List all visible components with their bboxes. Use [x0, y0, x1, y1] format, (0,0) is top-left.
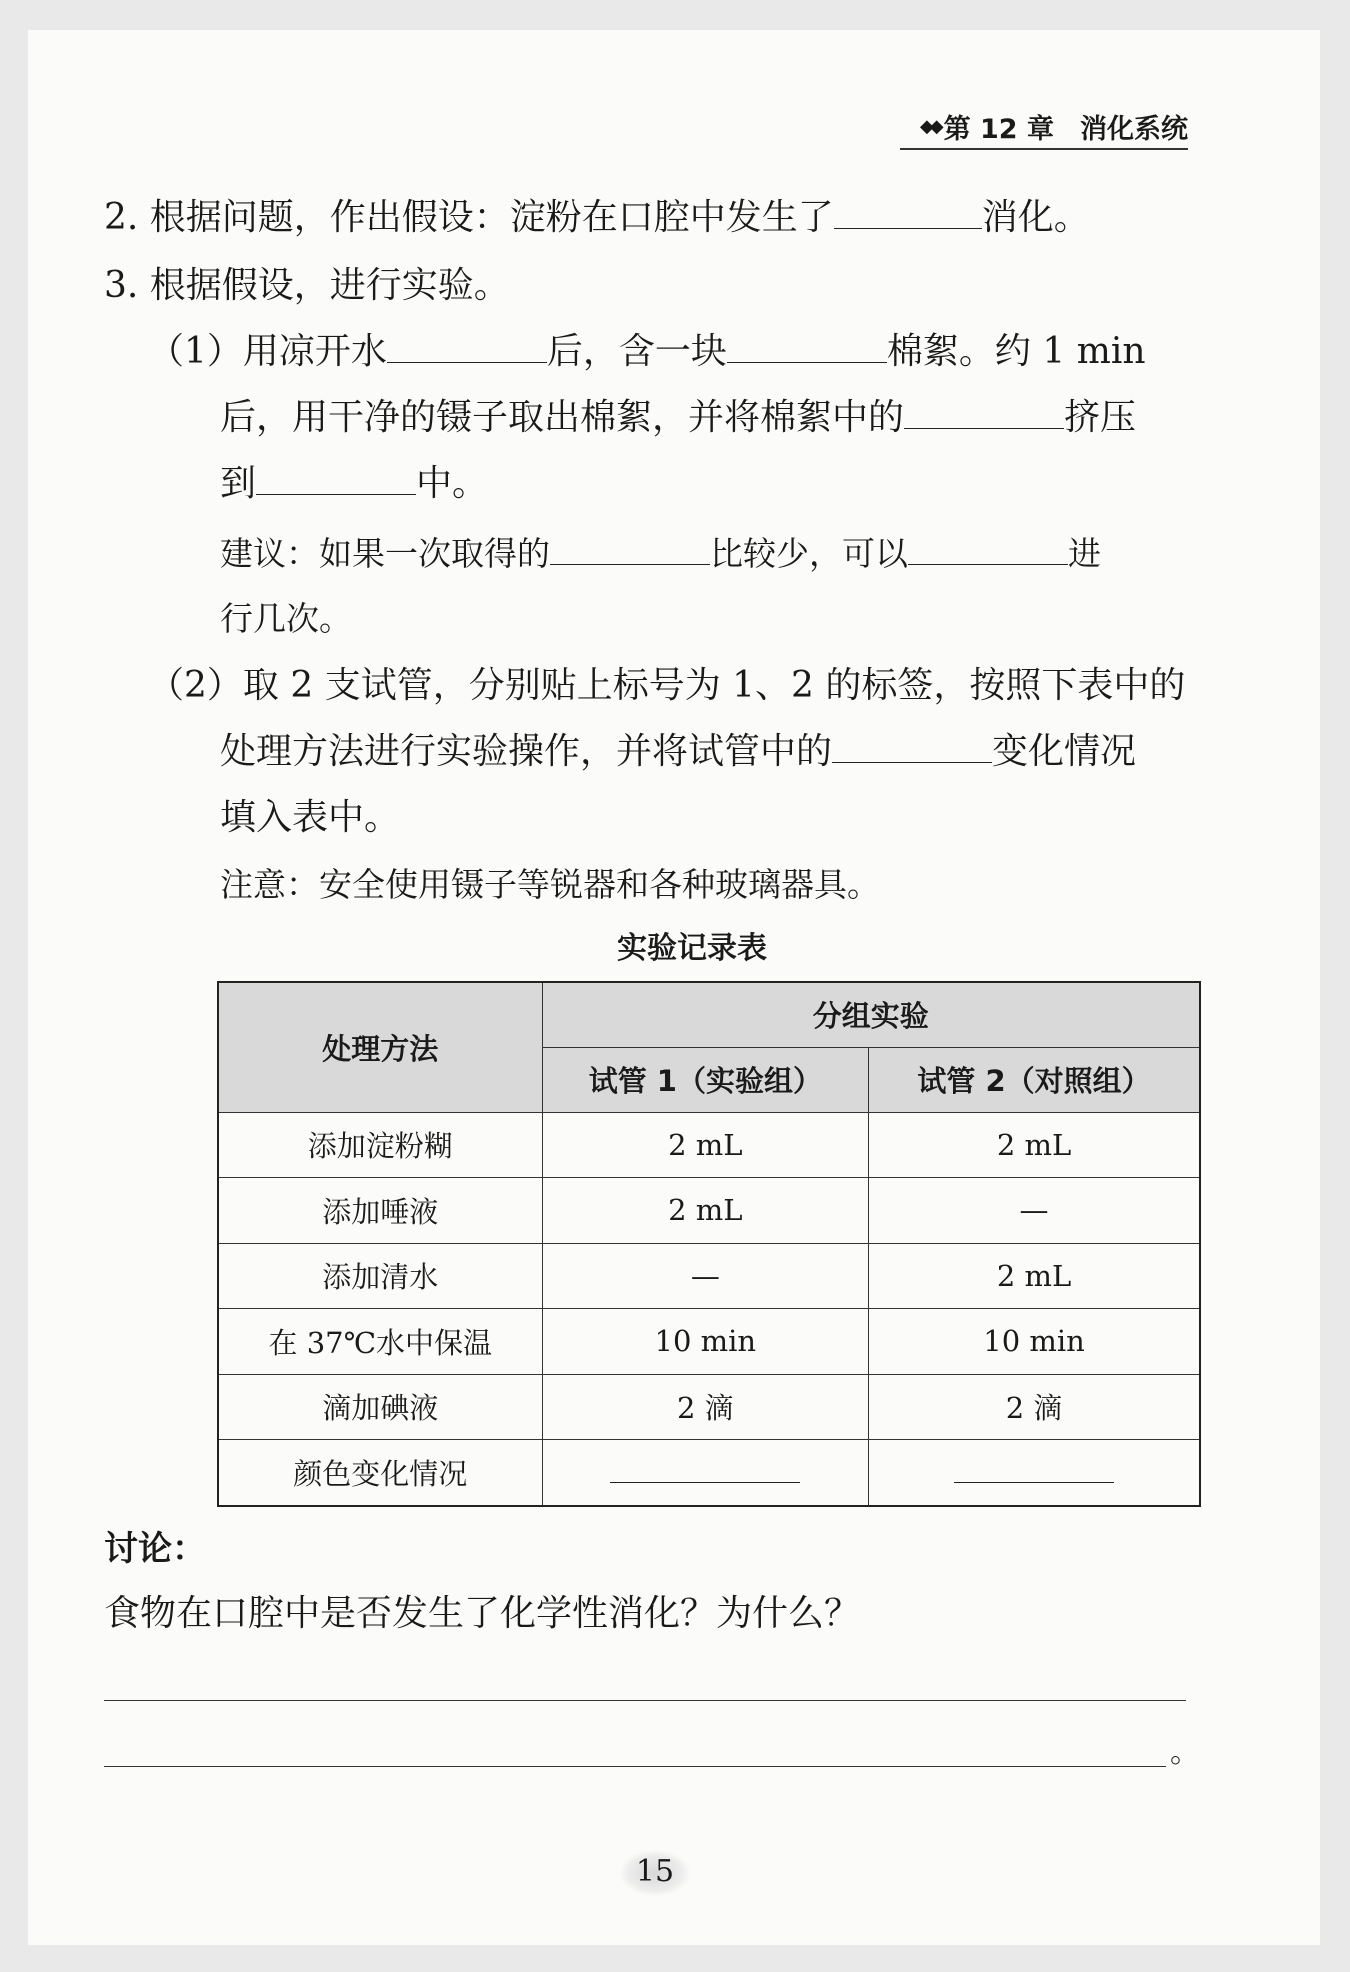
- step-1-line-3: 到 中。: [220, 463, 489, 504]
- answer-blank[interactable]: [727, 334, 887, 363]
- table-row: 添加清水 — 2 mL: [218, 1243, 1200, 1309]
- chapter-header: [900, 104, 1188, 150]
- answer-line[interactable]: [104, 1700, 1186, 1701]
- discussion-label: 讨论：: [104, 1529, 206, 1569]
- answer-blank[interactable]: [256, 466, 416, 495]
- header-method: 处理方法: [218, 982, 542, 1112]
- chapter-number: 第 12 章: [943, 113, 1054, 145]
- answer-blank[interactable]: [904, 400, 1064, 429]
- page-number: 15: [620, 1850, 690, 1896]
- header-tube-2: 试管 2（对照组）: [869, 1047, 1200, 1112]
- step-2-line-3: 填入表中。: [220, 797, 401, 838]
- table-row: 滴加碘液 2 滴 2 滴: [218, 1374, 1200, 1440]
- diamond-marker-icon: ◆◆: [919, 115, 940, 137]
- step-1-line-1: （1）用凉开水 后，含一块 棉絮。约 1 min: [148, 331, 1146, 372]
- question-3: 3. 根据假设，进行实验。: [104, 265, 510, 306]
- discussion-question: 食物在口腔中是否发生了化学性消化？为什么？: [104, 1593, 861, 1634]
- answer-blank[interactable]: [832, 734, 992, 763]
- step-1-line-2: 后，用干净的镊子取出棉絮，并将棉絮中的 挤压: [220, 397, 1137, 438]
- suggestion-line-1: 建议：如果一次取得的 比较少，可以 进: [220, 534, 1101, 573]
- table-row: 在 37℃水中保温 10 min 10 min: [218, 1309, 1200, 1375]
- safety-note: 注意：安全使用镊子等锐器和各种玻璃器具。: [220, 865, 880, 904]
- step-2-line-1: （2）取 2 支试管，分别贴上标号为 1、2 的标签，按照下表中的: [148, 665, 1186, 706]
- answer-end-mark: 。: [1170, 1735, 1200, 1770]
- color-change-blank-tube-1[interactable]: [610, 1462, 800, 1483]
- color-change-blank-tube-2[interactable]: [954, 1462, 1114, 1483]
- table-row: 颜色变化情况: [218, 1440, 1200, 1506]
- header-tube-1: 试管 1（实验组）: [542, 1047, 869, 1112]
- question-2: 2. 根据问题，作出假设：淀粉在口腔中发生了 消化。: [104, 197, 1090, 238]
- table-row: 添加淀粉糊 2 mL 2 mL: [218, 1112, 1200, 1178]
- experiment-record-table: [217, 981, 1201, 1507]
- answer-blank[interactable]: [834, 200, 982, 229]
- suggestion-line-2: 行几次。: [220, 599, 352, 638]
- table-row: 添加唾液 2 mL —: [218, 1178, 1200, 1244]
- step-2-line-2: 处理方法进行实验操作，并将试管中的 变化情况: [220, 731, 1137, 772]
- header-group-experiment: 分组实验: [542, 982, 1200, 1047]
- chapter-title: 消化系统: [1080, 113, 1188, 145]
- answer-blank[interactable]: [550, 536, 710, 565]
- table-caption: 实验记录表: [617, 931, 767, 966]
- answer-line[interactable]: [104, 1766, 1166, 1767]
- answer-blank[interactable]: [387, 334, 547, 363]
- answer-blank[interactable]: [908, 536, 1068, 565]
